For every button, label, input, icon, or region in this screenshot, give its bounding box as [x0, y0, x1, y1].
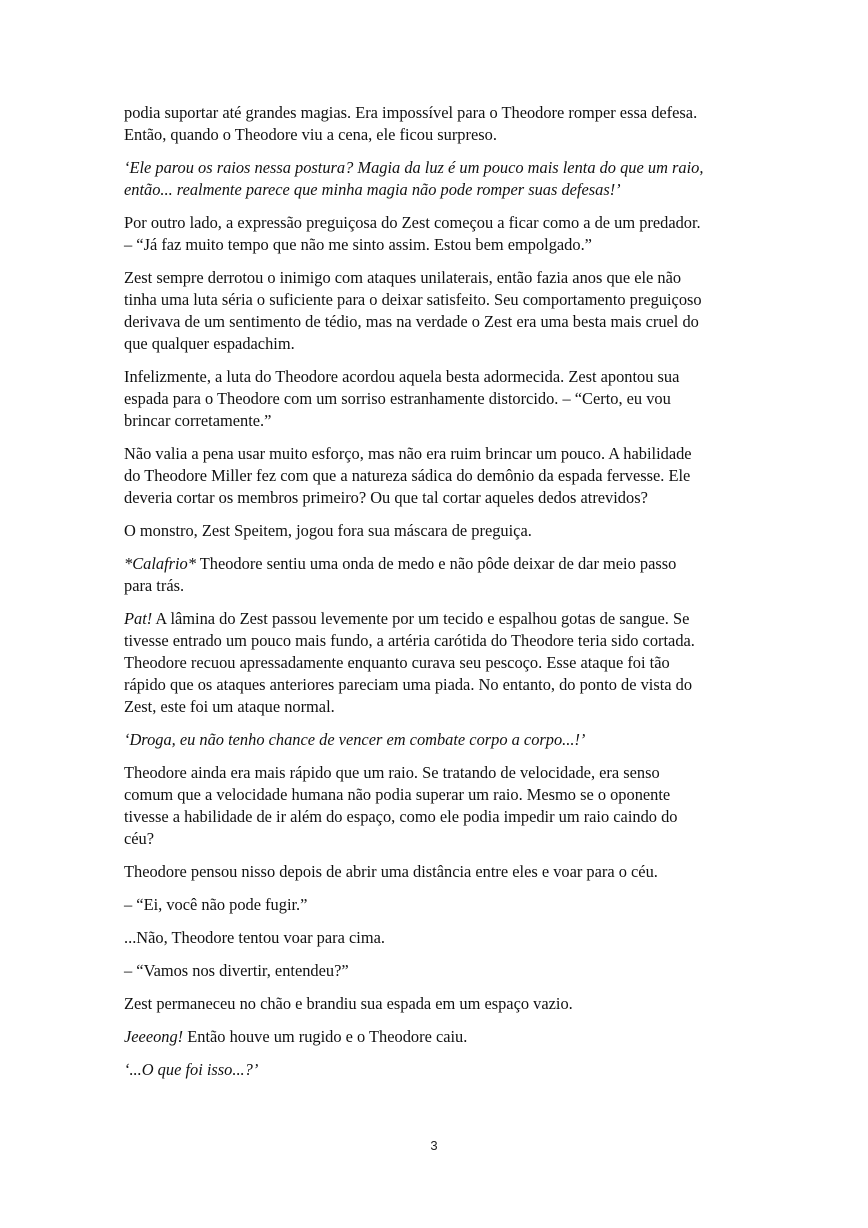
paragraph-14: ...Não, Theodore tentou voar para cima.	[124, 928, 385, 947]
paragraph-8: *Calafrio* Theodore sentiu uma onda de medo e não pôde deixar de dar meio passo para trás.	[124, 554, 677, 595]
paragraph-7: O monstro, Zest Speitem, jogou fora sua máscara de preguiça.	[124, 521, 532, 540]
paragraph-5: Infelizmente, a luta do Theodore acordou aquela besta adormecida. Zest apontou sua espada para o Theodore com um sorriso estranhamente distorcido. – “Certo, eu vou brincar corretamente.”	[124, 367, 680, 430]
document-page	[124, 102, 744, 1092]
paragraph-18-thought: ‘...O que foi isso...?’	[124, 1060, 259, 1079]
paragraph-13-dialogue: – “Ei, você não pode fugir.”	[124, 895, 308, 914]
paragraph-9: Pat! A lâmina do Zest passou levemente por um tecido e espalhou gotas de sangue. Se tivesse entrado um pouco mais fundo, a artéria carótida do Theodore teria sido cortada. Theodore recuou apressadamente enquanto curava seu pescoço. Esse ataque foi tão rápido que os ataques anteriores pareciam uma piada. No entanto, do ponto de vista do Zest, este foi um ataque normal.	[124, 609, 695, 716]
paragraph-16: Zest permaneceu no chão e brandiu sua espada em um espaço vazio.	[124, 994, 573, 1013]
paragraph-12: Theodore pensou nisso depois de abrir uma distância entre eles e voar para o céu.	[124, 862, 658, 881]
page-number: 3	[430, 1138, 438, 1153]
sound-effect: Jeeeong!	[124, 1027, 184, 1046]
paragraph-1: podia suportar até grandes magias. Era impossível para o Theodore romper essa defesa. Então, quando o Theodore viu a cena, ele ficou surpreso.	[124, 103, 698, 144]
paragraph-6: Não valia a pena usar muito esforço, mas não era ruim brincar um pouco. A habilidade do Theodore Miller fez com que a natureza sádica do demônio da espada fervesse. Ele deveria cortar os membros primeiro? Ou que tal cortar aqueles dedos atrevidos?	[124, 444, 692, 507]
sound-effect: Pat!	[124, 609, 153, 628]
paragraph-11: Theodore ainda era mais rápido que um raio. Se tratando de velocidade, era senso comum que a velocidade humana não podia superar um raio. Mesmo se o oponente tivesse a habilidade de ir além do espaço, como ele podia impedir um raio caindo do céu?	[124, 763, 678, 848]
paragraph-2-thought: ‘Ele parou os raios nessa postura? Magia da luz é um pouco mais lenta do que um raio, então... realmente parece que minha magia não pode romper suas defesas!’	[124, 158, 704, 199]
paragraph-15-dialogue: – “Vamos nos divertir, entendeu?”	[124, 961, 349, 980]
paragraph-3: Por outro lado, a expressão preguiçosa do Zest começou a ficar como a de um predador. – “Já faz muito tempo que não me sinto assim. Estou bem empolgado.”	[124, 213, 701, 254]
paragraph-17: Jeeeong! Então houve um rugido e o Theodore caiu.	[124, 1027, 468, 1046]
paragraph-10-thought: ‘Droga, eu não tenho chance de vencer em combate corpo a corpo...!’	[124, 730, 586, 749]
paragraph-4: Zest sempre derrotou o inimigo com ataques unilaterais, então fazia anos que ele não tinha uma luta séria o suficiente para o deixar satisfeito. Seu comportamento preguiçoso derivava de um sentimento de tédio, mas na verdade o Zest era uma besta mais cruel do que qualquer espadachim.	[124, 268, 702, 353]
sound-effect: *Calafrio*	[124, 554, 196, 573]
